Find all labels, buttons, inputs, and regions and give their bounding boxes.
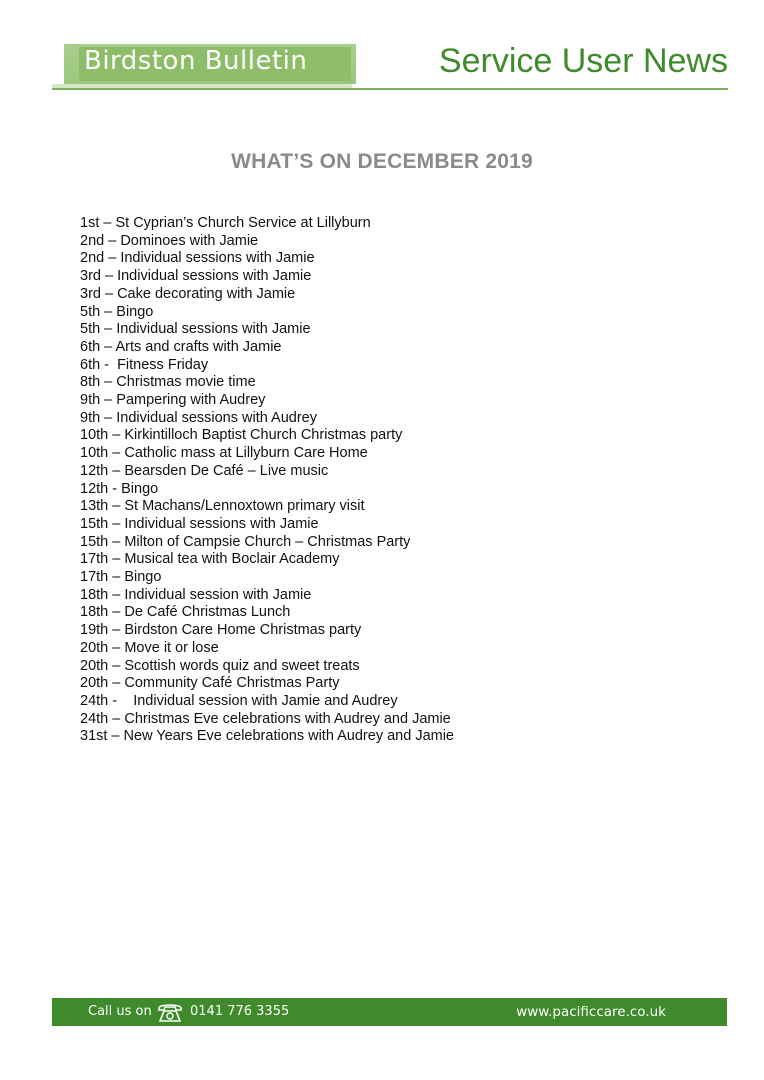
list-item: 13th – St Machans/Lennoxtown primary visit [80, 498, 365, 515]
banner-title: Birdston Bulletin [84, 46, 308, 76]
list-item: 5th – Individual sessions with Jamie [80, 321, 311, 338]
list-item: 15th – Individual sessions with Jamie [80, 515, 319, 532]
list-item: 31st – New Years Eve celebrations with Audrey and Jamie [80, 728, 454, 745]
list-item: 8th – Christmas movie time [80, 374, 256, 391]
list-item: 1st – St Cyprian’s Church Service at Lillyburn [80, 215, 371, 231]
list-item: 20th – Community Café Christmas Party [80, 675, 340, 692]
list-item: 24th – Christmas Eve celebrations with Audrey and Jamie [80, 710, 451, 727]
list-item: 24th - Individual session with Jamie and Audrey [80, 692, 398, 709]
list-item: 18th – De Café Christmas Lunch [80, 604, 291, 621]
list-item: 9th – Individual sessions with Audrey [80, 409, 317, 426]
list-item: 12th - Bingo [80, 480, 159, 497]
list-item: 2nd – Individual sessions with Jamie [80, 250, 315, 267]
list-item: 17th – Musical tea with Boclair Academy [80, 551, 340, 568]
list-item: 6th – Arts and crafts with Jamie [80, 338, 282, 355]
telephone-icon [156, 1001, 184, 1023]
list-item: 5th – Bingo [80, 303, 154, 320]
list-item: 10th – Kirkintilloch Baptist Church Christmas party [80, 427, 403, 444]
list-item: 6th - Fitness Friday [80, 356, 209, 373]
events-list [80, 215, 454, 746]
list-item: 17th – Bingo [80, 569, 162, 586]
footer-call-label: Call us on [88, 1004, 152, 1019]
footer-website: www.pacificcare.co.uk [516, 1004, 666, 1020]
page-title: WHAT’S ON DECEMBER 2019 [231, 150, 533, 173]
list-item: 3rd – Cake decorating with Jamie [80, 285, 296, 302]
list-item: 20th – Scottish words quiz and sweet treats [80, 657, 360, 674]
newsletter-title: Service User News [438, 42, 728, 80]
list-item: 15th – Milton of Campsie Church – Christmas Party [80, 533, 411, 550]
list-item: 12th – Bearsden De Café – Live music [80, 462, 329, 479]
list-item: 2nd – Dominoes with Jamie [80, 232, 259, 249]
header-divider [52, 88, 728, 90]
list-item: 18th – Individual session with Jamie [80, 586, 312, 603]
list-item: 9th – Pampering with Audrey [80, 392, 266, 409]
footer-phone-number: 0141 776 3355 [190, 1004, 290, 1019]
list-item: 19th – Birdston Care Home Christmas party [80, 622, 362, 639]
list-item: 10th – Catholic mass at Lillyburn Care Home [80, 445, 368, 462]
list-item: 20th – Move it or lose [80, 639, 219, 656]
list-item: 3rd – Individual sessions with Jamie [80, 268, 312, 285]
